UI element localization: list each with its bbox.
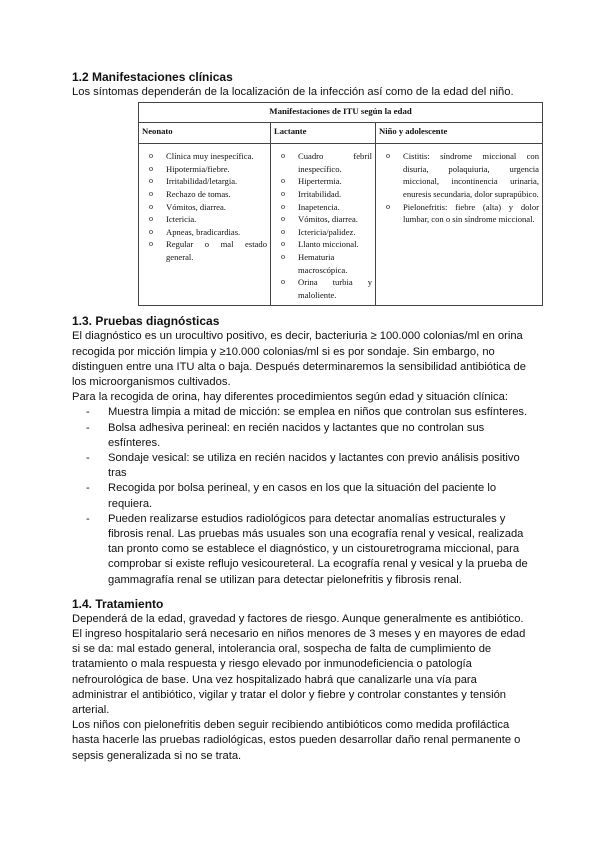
- cell-neonato: [139, 144, 271, 306]
- document-page: [72, 70, 539, 764]
- section-pruebas: [72, 314, 530, 587]
- itu-table: [138, 102, 543, 306]
- list-item: o Orina turbia y maloliente.: [281, 277, 372, 300]
- section-tratamiento: [72, 597, 530, 764]
- list-item: o Ictericia/palidez.: [281, 226, 356, 237]
- procedures-list: [86, 405, 530, 587]
- paragraph: Los niños con pielonefritis deben seguir recibiendo antibióticos como medida profiláctica hasta hacerle las pruebas radiológicas, estos pueden desarrollar daño renal permanente o sepsis generalizada si no se trata.: [72, 719, 521, 762]
- list-item: o Clínica muy inespecífica.: [149, 151, 254, 162]
- list-item: o Pielonefritis: fiebre (alta) y dolor lumbar, con o sin síndrome miccional.: [386, 201, 539, 225]
- col-header-neonato: Neonato: [139, 123, 271, 144]
- col-header-lactante: Lactante: [271, 123, 376, 144]
- list-item: - Sondaje vesical: se utiliza en recién nacidos y lactantes con previo análisis positivo tras: [86, 451, 520, 480]
- cell-lactante: [271, 144, 376, 306]
- list-item: o Cistitis: síndrome miccional con disuria, polaquiuria, urgencia miccional, incontinencia urinaria, enuresis secundaria, dolor suprapúbico.: [386, 151, 539, 199]
- paragraph: El diagnóstico es un urocultivo positivo, es decir, bacteriuria ≥ 100.000 colonias/ml en orina recogida por micción limpia y ≥10.000 colonias/ml si es por sondaje. Sin embargo, no distinguen entre una ITU alta o baja. Después determinaremos la sensibilidad antibiótica de los microorganismos cultivados.: [72, 330, 526, 388]
- list-item: o Ictericia.: [149, 214, 197, 225]
- list-item: - Muestra limpia a mitad de micción: se emplea en niños que controlan sus esfínteres.: [86, 406, 528, 419]
- list-item: o Irritabilidad/letargia.: [149, 176, 238, 187]
- table-caption: Manifestaciones de ITU según la edad: [139, 103, 543, 123]
- list-item: o Regular o mal estado general.: [149, 239, 267, 262]
- list-item: o Hipertermia.: [281, 176, 342, 187]
- section-heading-pruebas: 1.3. Pruebas diagnósticas: [72, 314, 220, 329]
- list-item: o Apneas, bradicardias.: [149, 226, 241, 237]
- list-item: o Rechazo de tomas.: [149, 188, 231, 199]
- itu-table-wrapper: [138, 102, 543, 306]
- list-item: o Irritabilidad.: [281, 188, 342, 199]
- section-heading-tratamiento: 1.4. Tratamiento: [72, 596, 164, 611]
- paragraph: Para la recogida de orina, hay diferentes procedimientos según edad y situación clínica:: [72, 391, 508, 404]
- list-item: - Bolsa adhesiva perineal: en recién nacidos y lactantes que no controlan sus esfínteres.: [86, 421, 485, 449]
- list-item: - Pueden realizarse estudios radiológicos para detectar anomalías estructurales y fibrosis renal. Las pruebas más usuales son una ecografía renal y vesical, realizada tan pronto como se establece el diagnóstico, y un cistouretrograma miccional, para comprobar si existe reflujo vesicoureteral. La ecografía renal y vesical y la prueba de gammagrafía renal se utilizan para detectar pielonefritis y fibrosis renal.: [86, 512, 528, 586]
- list-item: o Inapetencia.: [281, 201, 340, 212]
- list-item: o Cuadro febril inespecífico.: [281, 151, 372, 174]
- list-item: o Llanto miccional.: [281, 239, 359, 250]
- cell-nino: [376, 144, 543, 306]
- list-item: o Hematuria macroscópica.: [281, 251, 348, 275]
- section-intro: Los síntomas dependerán de la localización de la infección así como de la edad del niño.: [72, 86, 514, 98]
- list-item: o Vómitos, diarrea.: [281, 214, 358, 225]
- list-item: - Recogida por bolsa perineal, y en casos en los que la situación del paciente lo requiera.: [86, 482, 497, 510]
- list-item: o Hipotermia/fiebre.: [149, 163, 230, 174]
- section-heading-manifestaciones: 1.2 Manifestaciones clínicas: [72, 70, 233, 84]
- list-item: o Vómitos, diarrea.: [149, 201, 226, 212]
- paragraph: Dependerá de la edad, gravedad y factores de riesgo. Aunque generalmente es antibiótico. El ingreso hospitalario será necesario en niños menores de 3 meses y en mayores de edad si se da: mal estado general, intolerancia oral, sospecha de falta de cumplimiento de tratamiento o mala respuesta y riesgo elevado por inmunodeficiencia o patología nefrourológica de base. Una vez hospitalizado habrá que canalizarle una vía para administrar el antibiótico, vigilar y tratar el dolor y fiebre y controlar constantes y tensión arterial.: [72, 612, 526, 716]
- col-header-nino: Niño y adolescente: [376, 123, 543, 144]
